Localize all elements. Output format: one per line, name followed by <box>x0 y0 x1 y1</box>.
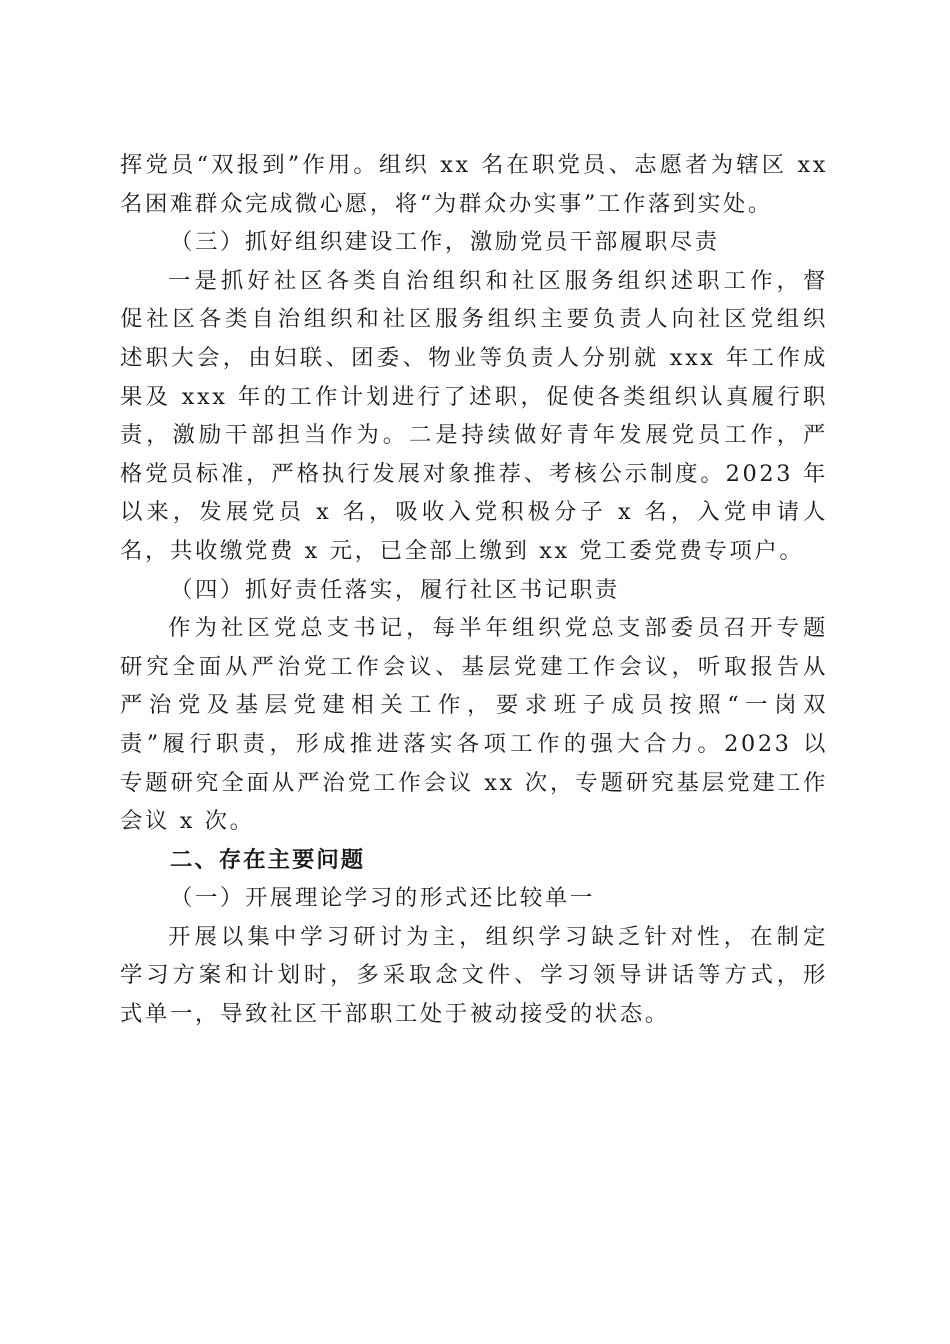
paragraph-line: 格党员标准，严格执行发展对象推荐、考核公示制度。2023 年 <box>120 460 828 487</box>
paragraph-line: 作为社区党总支书记，每半年组织党总支部委员召开专题 <box>168 615 828 642</box>
paragraph-line: 责”履行职责，形成推进落实各项工作的强大合力。2023 以 <box>120 730 828 757</box>
paragraph-line: 促社区各类自治组织和社区服务组织主要负责人向社区党组织 <box>120 306 828 333</box>
paragraph-line: 责，激励干部担当作为。二是持续做好青年发展党员工作，严 <box>120 422 828 449</box>
section-subheading: （四）抓好责任落实，履行社区书记职责 <box>170 576 620 603</box>
paragraph-line: 以来，发展党员 x 名，吸收入党积极分子 x 名，入党申请人 <box>120 499 828 526</box>
paragraph-line: 一是抓好社区各类自治组织和社区服务组织述职工作，督 <box>168 267 828 294</box>
section-subheading: （一）开展理论学习的形式还比较单一 <box>170 885 595 912</box>
document-page <box>120 146 828 1034</box>
paragraph-line: 式单一，导致社区干部职工处于被动接受的状态。 <box>120 1001 670 1028</box>
section-subheading: （三）抓好组织建设工作，激励党员干部履职尽责 <box>170 229 720 256</box>
paragraph-line: 挥党员“双报到”作用。组织 xx 名在职党员、志愿者为辖区 xx <box>120 152 828 178</box>
paragraph-line: 名，共收缴党费 x 元，已全部上缴到 xx 党工委党费专项户。 <box>120 537 805 564</box>
paragraph-line: 学习方案和计划时，多采取念文件、学习领导讲话等方式，形 <box>120 962 828 989</box>
paragraph-line: 果及 xxx 年的工作计划进行了述职，促使各类组织认真履行职 <box>120 383 828 410</box>
paragraph-line: 研究全面从严治党工作会议、基层党建工作会议，听取报告从 <box>120 653 828 680</box>
paragraph-line: 会议 x 次。 <box>120 808 255 835</box>
section-heading: 二、存在主要问题 <box>170 846 366 873</box>
paragraph-line: 述职大会，由妇联、团委、物业等负责人分别就 xxx 年工作成 <box>120 344 828 371</box>
paragraph-line: 开展以集中学习研讨为主，组织学习缺乏针对性，在制定 <box>168 923 828 950</box>
paragraph-line: 严治党及基层党建相关工作，要求班子成员按照“一岗双 <box>120 692 828 719</box>
paragraph-line: 名困难群众完成微心愿，将“为群众办实事”工作落到实处。 <box>120 190 773 217</box>
paragraph-line: 专题研究全面从严治党工作会议 xx 次，专题研究基层党建工作 <box>120 769 828 796</box>
